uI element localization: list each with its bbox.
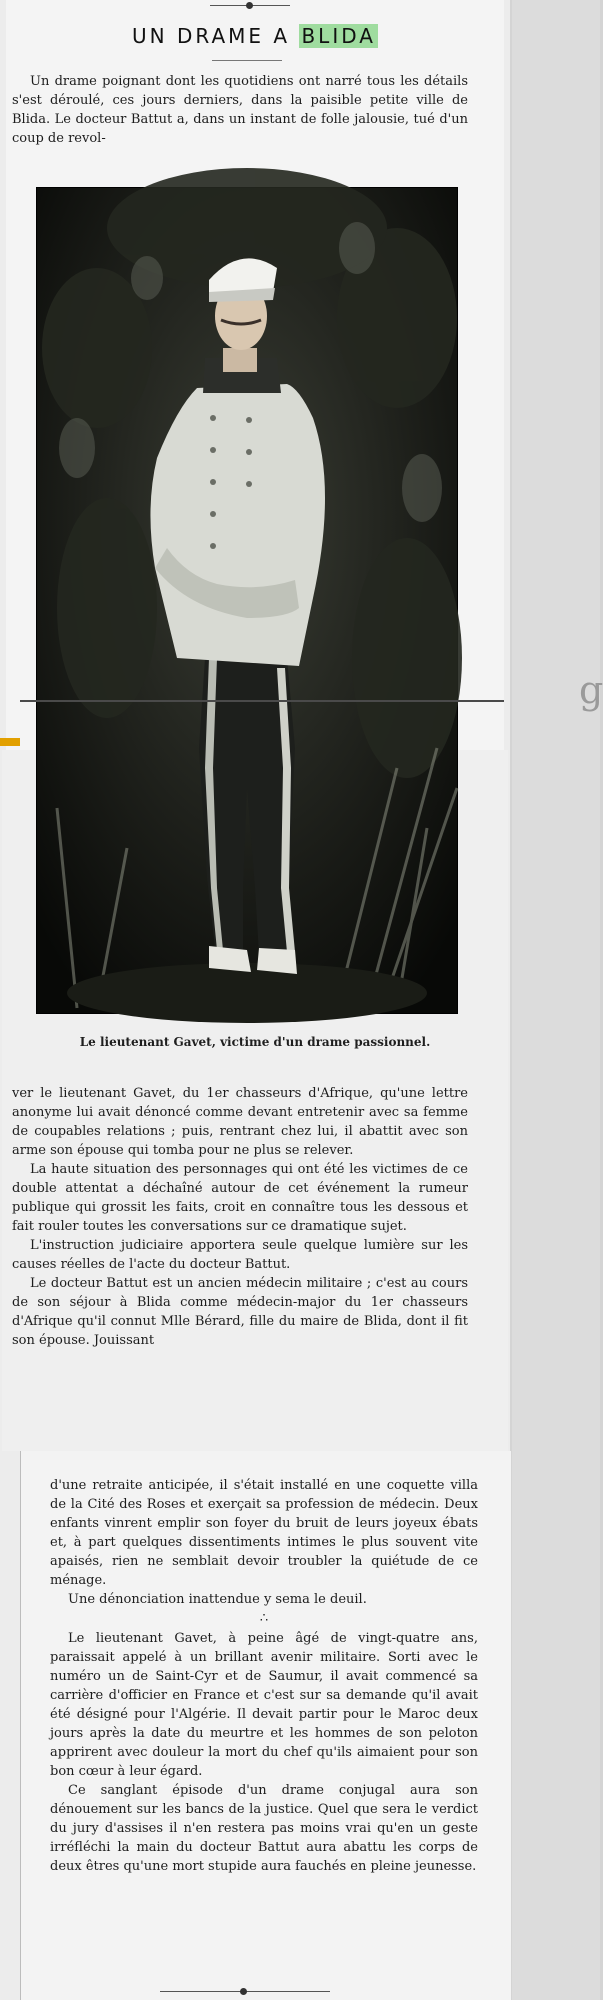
adjacent-page-letter: g (579, 668, 603, 712)
column-b (12, 1084, 468, 1350)
section-separator: ∴ (259, 1611, 269, 1626)
paragraph: ver le lieutenant Gavet, du 1er chasseurs d'Afrique, qu'une lettre anonyme lui avait dénoncé comme devant entretenir avec sa femme de coupables relations ; puis, rentrant chez lui, il abattit avec son arme son épouse qui tomba pour ne plus se relever. (12, 1086, 468, 1158)
column-c (50, 1476, 478, 1876)
paragraph: Une dénonciation inattendue y sema le deuil. (68, 1592, 367, 1607)
intro-paragraph (12, 72, 468, 148)
paragraph: Le lieutenant Gavet, à peine âgé de vingt-quatre ans, paraissait appelé à un brillant avenir militaire. Sorti avec le numéro un de Saint-Cyr et de Saumur, il avait commencé sa carrière d'officier en France et c'est sur sa demande qu'il avait été désigné pour l'Algérie. Il devait partir pour le Maroc deux jours après la date du meurtre et les hommes de son peloton apprirent avec douleur la mort du chef qu'ils aimaient pour son bon cœur à leur égard. (50, 1631, 478, 1779)
adjacent-page-fragment (512, 0, 600, 2000)
title-rule (212, 60, 282, 61)
paragraph: d'une retraite anticipée, il s'était installé en une coquette villa de la Cité des Roses et exerçait sa profession de médecin. Deux enfants vinrent emplir son foyer du bruit de leurs joyeux ébats et, à part quelques dissentiments intimes le plus souvent vite apaisés, rien ne semblait devoir troubler la quiétude de ce ménage. (50, 1478, 478, 1588)
photo-caption: Le lieutenant Gavet, victime d'un drame passionnel. (79, 1035, 431, 1049)
paragraph: La haute situation des personnages qui ont été les victimes de ce double attentat a déchaîné autour de cet événement la rumeur publique qui grossit les faits, croit en connaître tous les dessous et fait rouler toutes les conversations sur ce dramatique sujet. (12, 1162, 468, 1234)
paragraph: L'instruction judiciaire apportera seule quelque lumière sur les causes réelles de l'acte du docteur Battut. (12, 1238, 468, 1272)
orange-marker (0, 738, 20, 746)
paragraph: Ce sanglant épisode d'un drame conjugal aura son dénouement sur les bancs de la justice. Quel que sera le verdict du jury d'assises il n'en restera pas moins vrai qu'en un geste irréfléchi la main du docteur Battut aura abattu les corps de deux êtres qu'une mort stupide aura fauchés en pleine jeunesse. (50, 1783, 478, 1874)
headline-text: UN DRAME A (132, 24, 300, 48)
photo (36, 187, 458, 1014)
intro-text: Un drame poignant dont les quotidiens ont narré tous les détails s'est déroulé, ces jours derniers, dans la paisible petite ville de Blida. Le docteur Battut a, dans un instant de folle jalousie, tué d'un coup de revol- (12, 74, 468, 146)
paragraph: Le docteur Battut est un ancien médecin militaire ; c'est au cours de son séjour à Blida comme médecin-major du 1er chasseurs d'Afrique qu'il connut Mlle Bérard, fille du maire de Blida, dont il fit son épouse. Jouissant (12, 1276, 468, 1348)
soldier-portrait-icon (37, 188, 457, 1013)
article-headline (0, 24, 510, 48)
bottom-ornament (160, 1988, 330, 1996)
scan-cut-line (20, 700, 504, 702)
headline-highlight[interactable]: BLIDA (301, 24, 376, 48)
top-ornament (210, 2, 290, 10)
